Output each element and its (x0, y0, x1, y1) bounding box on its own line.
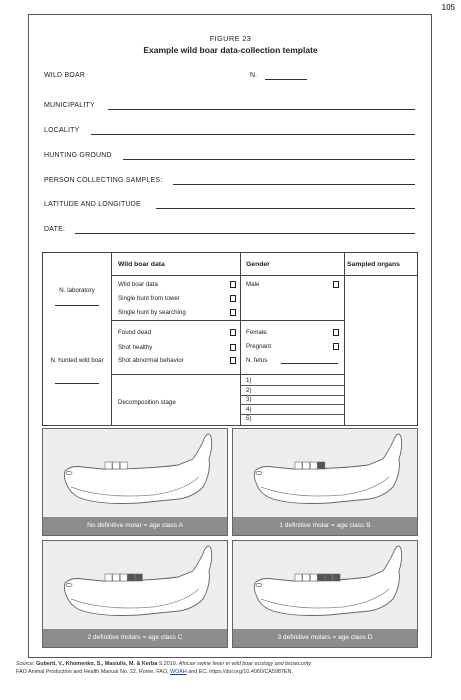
definitive-molar (325, 574, 332, 581)
row-shot-healthy: Shot healthy (118, 344, 153, 351)
n-line (265, 79, 307, 80)
wild-boar-label: WILD BOAR (44, 72, 86, 79)
gender-male: Male (246, 281, 260, 288)
tooth (105, 574, 112, 581)
row-decomposition: Decomposition stage (118, 399, 176, 406)
panel-age-class-d (232, 540, 418, 648)
tooth (113, 462, 120, 469)
latlong-line (156, 208, 415, 209)
definitive-molar (333, 574, 340, 581)
row-shot-abnormal: Shot abnormal behavior (118, 357, 184, 364)
checkbox-male[interactable] (333, 281, 339, 288)
locality-label: LOCALITY (44, 127, 80, 134)
data-table (42, 252, 418, 426)
person-label: PERSON COLLECTING SAMPLES: (44, 177, 163, 184)
decomp-3: 3) (246, 396, 252, 403)
row-tower: Single hunt from tower (118, 295, 180, 302)
checkbox-shot-abnormal[interactable] (230, 357, 236, 364)
municipality-line (108, 109, 415, 110)
checkbox-searching[interactable] (230, 309, 236, 316)
n-hunted-line (55, 383, 99, 384)
source-line2a: FAO Animal Production and Health Manual No. 22. Rome, FAO, (16, 668, 169, 675)
gender-fetus: N. fetus (246, 357, 268, 364)
decomp-2: 2) (246, 387, 252, 394)
header-wild-boar-data: Wild boar data (118, 261, 165, 268)
n-label: N. (250, 72, 257, 79)
n-laboratory-label: N. laboratory (59, 287, 95, 294)
checkbox-pregnant[interactable] (333, 343, 339, 350)
source-title: African swine fever in wild boar ecology and biosecurity. (178, 661, 313, 667)
checkbox-shot-healthy[interactable] (230, 344, 236, 351)
n-hunted-label: N. hunted wild boar (50, 357, 104, 364)
decomp-1: 1) (246, 377, 252, 384)
panel-age-class-b (232, 428, 418, 536)
row-searching: Single hunt by searching (118, 309, 186, 316)
checkbox-tower[interactable] (230, 295, 236, 302)
figure-title: Example wild boar data-collection template (143, 45, 318, 55)
figure-label: FIGURE 23 (209, 34, 252, 43)
header-gender: Gender (246, 261, 270, 268)
definitive-molar (135, 574, 142, 581)
source-year: S.2019. (158, 661, 178, 667)
hunting-ground-label: HUNTING GROUND (44, 152, 112, 159)
panel-age-class-a (42, 428, 228, 536)
tooth (113, 574, 120, 581)
tooth (295, 462, 302, 469)
source-authors: Guberti, V., Khomenko, S., Masiulis, M. & Kerba (36, 661, 158, 667)
gender-female: Female (246, 329, 267, 336)
tooth (105, 462, 112, 469)
definitive-molar (318, 574, 325, 581)
jaw-diagram-icon (43, 429, 228, 519)
source-line2b: and EC. https://doi.org/10.4060/CA5987EN. (188, 668, 293, 675)
tooth (310, 462, 317, 469)
checkbox-wild-boar-data[interactable] (230, 281, 236, 288)
header-sampled-organs: Sampled organs (347, 261, 400, 268)
caption-age-class-c: 2 definitive molars = age class C (43, 629, 227, 647)
checkbox-found-dead[interactable] (230, 329, 236, 336)
decomp-4: 4) (246, 406, 252, 413)
jaw-diagram-icon (233, 429, 418, 519)
tooth (303, 462, 310, 469)
tooth (303, 574, 310, 581)
definitive-molar (318, 462, 325, 469)
tooth (310, 574, 317, 581)
latlong-label: LATITUDE AND LONGITUDE (44, 201, 141, 208)
gender-pregnant: Pregnant (246, 343, 272, 350)
definitive-molar (128, 574, 135, 581)
caption-age-class-a: No definitive molar = age class A (43, 517, 227, 535)
hunting-ground-line (123, 159, 415, 160)
tooth (120, 462, 127, 469)
age-class-panels (42, 428, 418, 652)
date-label: DATE: (44, 226, 66, 233)
person-line (173, 184, 415, 185)
decomp-5: 5) (246, 415, 252, 422)
jaw-diagram-icon (43, 541, 228, 631)
panel-age-class-c (42, 540, 228, 648)
caption-age-class-b: 1 definitive molar = age class B (233, 517, 417, 535)
date-line (75, 233, 415, 234)
caption-age-class-d: 3 definitive molars = age class D (233, 629, 417, 647)
source-citation (16, 661, 446, 677)
tooth (295, 574, 302, 581)
jaw-diagram-icon (233, 541, 418, 631)
woah-link[interactable]: WOAH (170, 668, 187, 675)
n-laboratory-line (55, 305, 99, 306)
checkbox-female[interactable] (333, 329, 339, 336)
locality-line (91, 134, 415, 135)
row-found-dead: Found dead (118, 329, 152, 336)
source-label: Source: (16, 661, 35, 667)
row-wild-boar-data: Wild boar data (118, 281, 158, 288)
fetus-line (281, 363, 338, 364)
tooth (120, 574, 127, 581)
page-number: 105 (441, 3, 455, 12)
municipality-label: MUNICIPALITY (44, 102, 95, 109)
